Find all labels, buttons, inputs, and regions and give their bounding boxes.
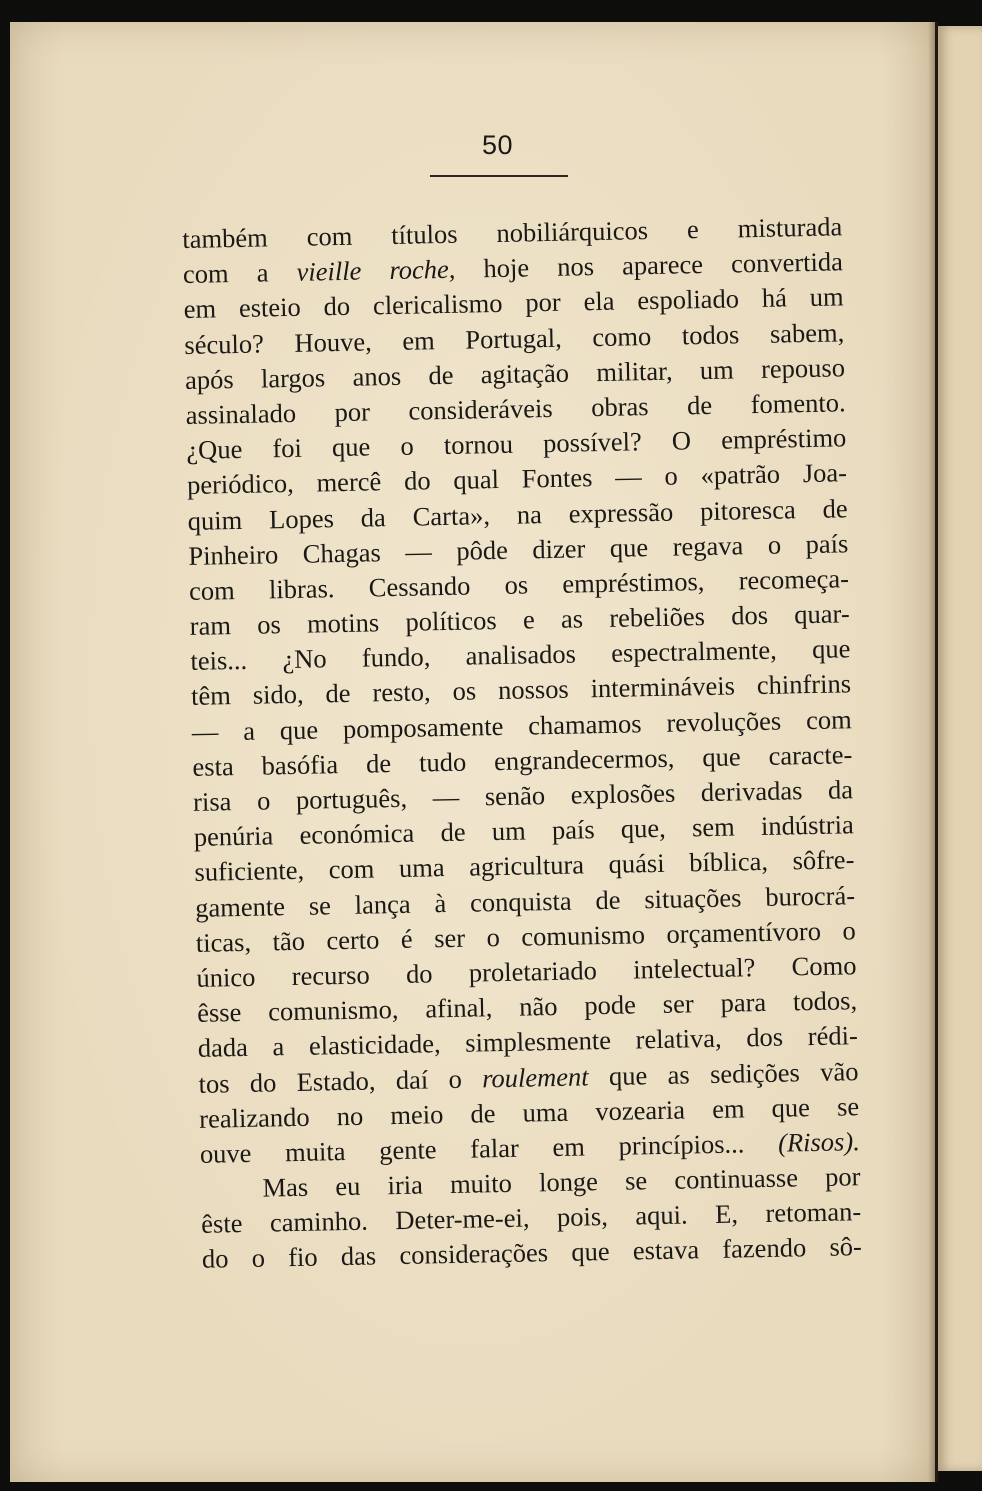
text-line: êste caminho. Deter-me-ei, pois, aqui. E, retoman- (200, 1196, 862, 1240)
text-segment: tos do Estado, daí o (198, 1062, 483, 1099)
text-line: têm sido, de resto, os nossos intermináveis chinfrins (190, 668, 852, 712)
text-line: esta basófia de tudo engrandecermos, que caracte- (192, 739, 853, 782)
text-line: teis... ¿No fundo, analisados espectralmente, que (190, 633, 851, 677)
text-line: risa o português, — senão explosões derivadas da (192, 774, 854, 817)
text-line: século? Houve, em Portugal, como todos sabem, (184, 316, 845, 360)
italic-phrase: vieille roche, (296, 253, 456, 287)
text-line: ticas, tão certo é ser o comunismo orçamentívoro o (195, 914, 857, 958)
text-line: dada a elasticidade, simplesmente relativa, dos rédi- (197, 1020, 859, 1064)
text-line: assinalado por consideráveis obras de fomento. (185, 387, 846, 430)
text-line: ram os motins políticos e as rebeliões dos quar- (189, 598, 850, 641)
text-line: Mas eu iria muito longe se continuasse por (262, 1161, 861, 1203)
text-line: — a que pomposamente chamamos revoluções com (191, 703, 852, 747)
text-segment: hoje nos aparece convertida (455, 246, 844, 284)
italic-phrase: (Risos). (777, 1126, 861, 1158)
text-line: em esteio do clericalismo por ela espoliado há um (183, 281, 844, 325)
text-segment: ouve muita gente falar em princípios... (199, 1127, 779, 1169)
text-segment: com a (182, 256, 297, 290)
text-line: gamente se lança à conquista de situações burocrá- (194, 879, 856, 923)
italic-phrase: roulement (481, 1060, 589, 1093)
text-line: êsse comunismo, afinal, não pode ser para todos, (196, 985, 858, 1028)
text-line: Pinheiro Chagas — pôde dizer que regava o país (188, 527, 849, 571)
text-line: único recurso do proletariado intelectual? Como (196, 950, 857, 993)
text-line: realizando no meio de uma vozearia em que se (198, 1090, 860, 1134)
text-line: suficiente, com uma agricultura quási bíblica, sôfre- (194, 844, 855, 888)
body-text (182, 209, 862, 1277)
text-segment: que as sedições vão (588, 1055, 859, 1091)
text-line: periódico, mercê do qual Fontes — o «patrão Joa- (186, 457, 848, 501)
text-line: do o fio das considerações que estava fazendo sô- (201, 1231, 863, 1275)
text-line: com libras. Cessando os empréstimos, recomeça- (188, 563, 850, 606)
header-rule (430, 175, 568, 177)
page-number: 50 (481, 130, 514, 160)
page-fold-shadow (928, 22, 938, 1482)
adjacent-page-edge (938, 26, 982, 1471)
text-line: quim Lopes da Carta», na expressão pitoresca de (187, 492, 848, 536)
text-line: penúria económica de um país que, sem indústria (193, 809, 854, 853)
text-line: após largos anos de agitação militar, um repouso (184, 352, 846, 395)
text-line: também com títulos nobiliárquicos e misturada (182, 211, 843, 254)
text-line: ¿Que foi que o tornou possível? O empréstimo (186, 422, 847, 466)
